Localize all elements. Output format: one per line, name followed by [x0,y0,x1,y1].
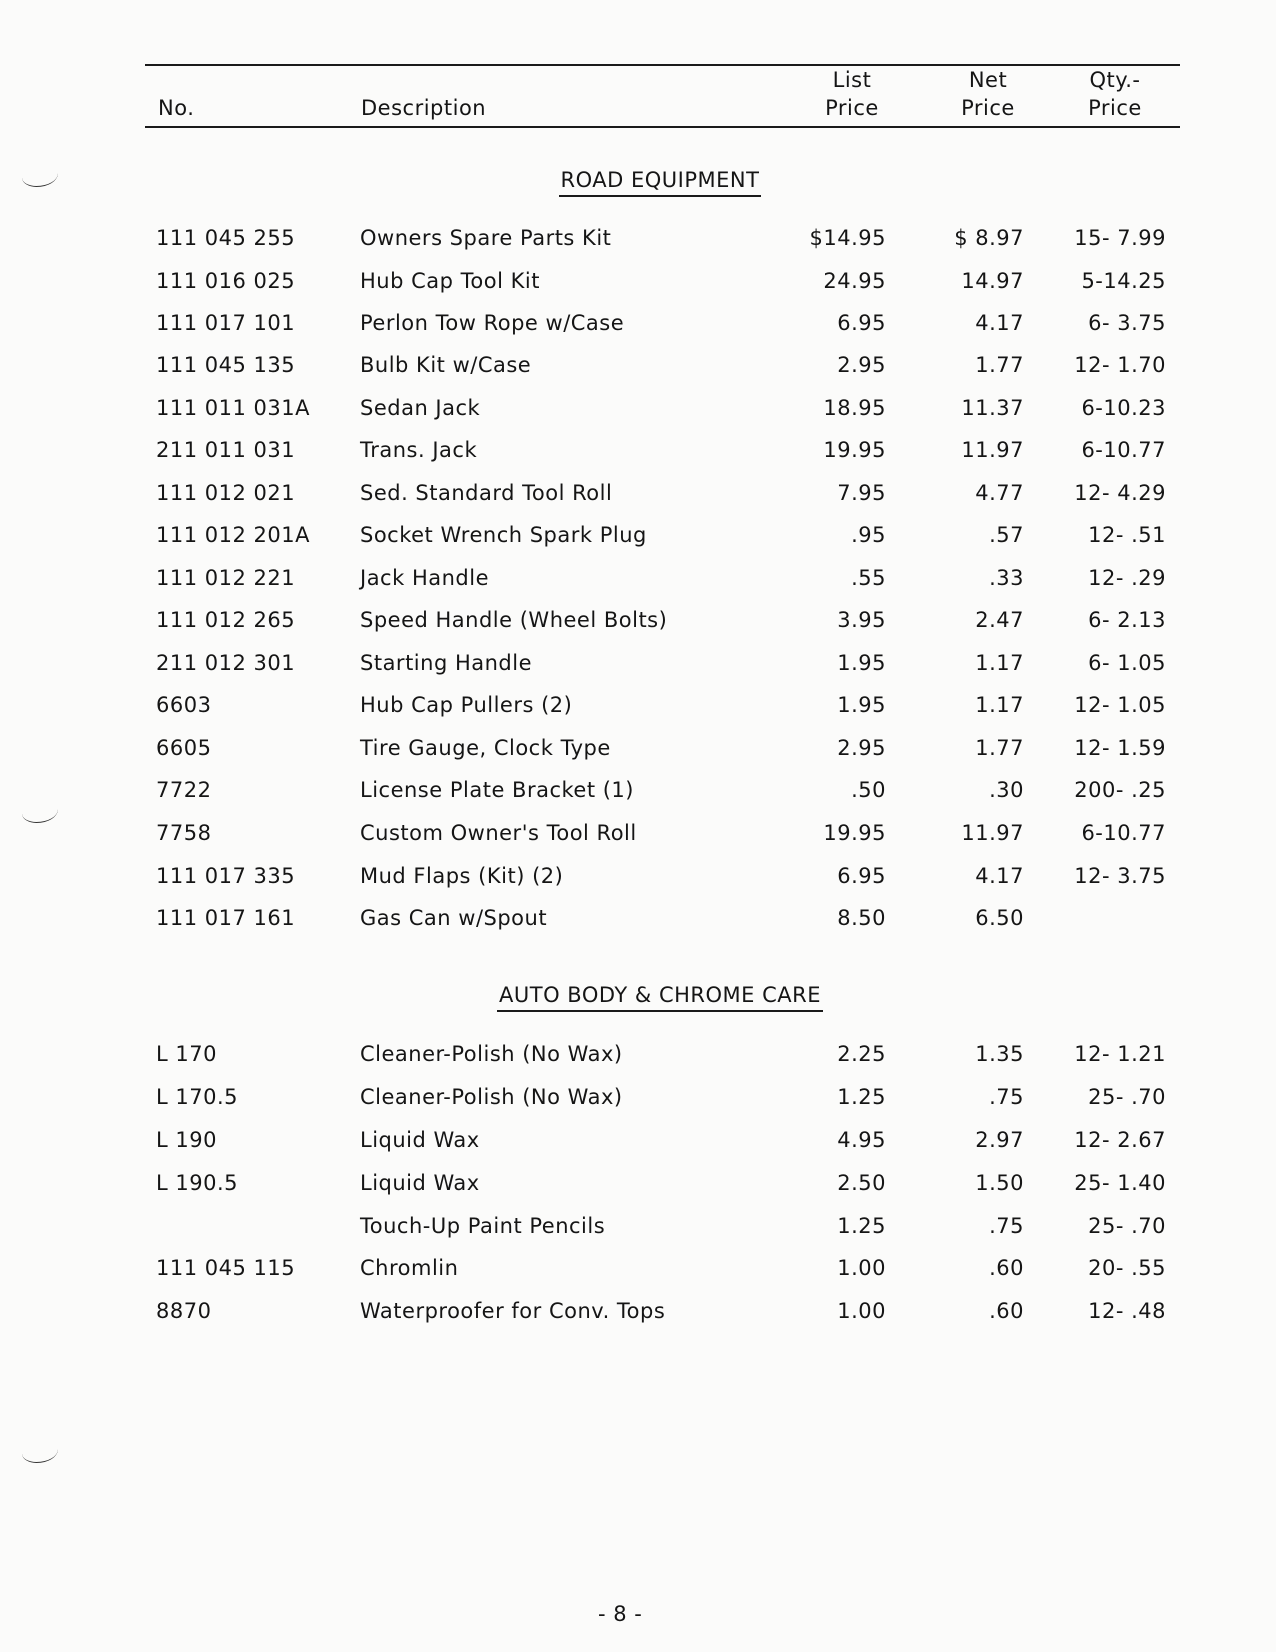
list-price: 3.95 [837,608,886,632]
qty-price: 6-10.77 [1081,438,1166,462]
qty-price: 12- 2.67 [1074,1128,1166,1152]
list-price: 7.95 [837,481,886,505]
net-price: $ 8.97 [954,226,1024,250]
part-number: L 170 [156,1042,217,1066]
punch-hole-mark [22,1440,58,1463]
list-price: 19.95 [823,821,886,845]
net-price: 4.17 [975,311,1024,335]
part-description: Liquid Wax [360,1171,480,1195]
header-no: No. [158,96,195,120]
part-number: 111 012 221 [156,566,296,590]
net-price: 1.17 [975,651,1024,675]
part-description: Tire Gauge, Clock Type [360,736,611,760]
punch-hole-mark [22,164,58,187]
part-description: Waterproofer for Conv. Tops [360,1299,666,1323]
part-description: Perlon Tow Rope w/Case [360,311,625,335]
qty-price: 12- .48 [1088,1299,1166,1323]
list-price: 1.25 [837,1214,886,1238]
part-description: Mud Flaps (Kit) (2) [360,864,564,888]
qty-price: 15- 7.99 [1074,226,1166,250]
header-rule [145,126,1180,128]
part-description: Chromlin [360,1256,459,1280]
qty-price: 12- 1.59 [1074,736,1166,760]
header-description: Description [361,96,487,120]
list-price: 24.95 [823,269,886,293]
net-price: 1.77 [975,736,1024,760]
part-number: 111 016 025 [156,269,296,293]
header-net-price [944,66,1032,122]
header-qty-price-line2: Price [1088,96,1142,120]
list-price: 2.95 [837,353,886,377]
qty-price: 12- 1.70 [1074,353,1166,377]
net-price: 6.50 [975,906,1024,930]
qty-price: 12- .51 [1088,523,1166,547]
list-price: 1.25 [837,1085,886,1109]
net-price: 11.37 [961,396,1024,420]
list-price: 2.95 [837,736,886,760]
part-description: License Plate Bracket (1) [360,778,634,802]
part-description: Sed. Standard Tool Roll [360,481,613,505]
net-price: 2.97 [975,1128,1024,1152]
qty-price: 20- .55 [1088,1256,1166,1280]
section-title-text: AUTO BODY & CHROME CARE [497,983,823,1012]
qty-price: 12- 4.29 [1074,481,1166,505]
net-price: .33 [989,566,1024,590]
qty-price: 12- .29 [1088,566,1166,590]
net-price: 4.77 [975,481,1024,505]
list-price: 4.95 [837,1128,886,1152]
net-price: 11.97 [961,438,1024,462]
part-description: Custom Owner's Tool Roll [360,821,637,845]
list-price: .55 [851,566,886,590]
part-number: 111 012 265 [156,608,296,632]
list-price: 2.25 [837,1042,886,1066]
list-price: 1.95 [837,693,886,717]
qty-price: 12- 3.75 [1074,864,1166,888]
part-description: Hub Cap Tool Kit [360,269,540,293]
net-price: 1.77 [975,353,1024,377]
part-description: Cleaner-Polish (No Wax) [360,1042,623,1066]
qty-price: 12- 1.05 [1074,693,1166,717]
qty-price: 6-10.77 [1081,821,1166,845]
part-description: Touch-Up Paint Pencils [360,1214,606,1238]
part-number: 111 012 021 [156,481,296,505]
list-price: $14.95 [809,226,886,250]
list-price: 2.50 [837,1171,886,1195]
part-number: 111 045 135 [156,353,296,377]
part-number: 111 017 335 [156,864,296,888]
part-description: Cleaner-Polish (No Wax) [360,1085,623,1109]
net-price: .75 [989,1214,1024,1238]
part-description: Liquid Wax [360,1128,480,1152]
part-number: L 170.5 [156,1085,238,1109]
qty-price: 200- .25 [1074,778,1166,802]
net-price: 1.50 [975,1171,1024,1195]
net-price: .30 [989,778,1024,802]
part-description: Gas Can w/Spout [360,906,548,930]
part-number: 111 011 031A [156,396,310,420]
page-number: - 8 - [598,1602,643,1626]
part-number: 7758 [156,821,212,845]
net-price: 2.47 [975,608,1024,632]
part-number: 111 012 201A [156,523,310,547]
list-price: .50 [851,778,886,802]
section-title-road-equipment [260,168,1060,192]
header-list-price-line1: List [832,68,872,92]
header-list-price [808,66,896,122]
qty-price: 25- .70 [1088,1085,1166,1109]
net-price: 11.97 [961,821,1024,845]
part-number: L 190 [156,1128,217,1152]
part-number: 6605 [156,736,212,760]
punch-hole-mark [22,800,58,823]
net-price: .60 [989,1256,1024,1280]
part-number: 8870 [156,1299,212,1323]
list-price: 1.00 [837,1299,886,1323]
section-title-text: ROAD EQUIPMENT [559,168,762,197]
net-price: .75 [989,1085,1024,1109]
part-description: Trans. Jack [360,438,478,462]
header-qty-price-line1: Qty.- [1089,68,1141,92]
part-number: 7722 [156,778,212,802]
part-description: Hub Cap Pullers (2) [360,693,573,717]
net-price: 4.17 [975,864,1024,888]
qty-price: 6- 3.75 [1088,311,1166,335]
section-title-auto-body-chrome-care [260,983,1060,1007]
part-description: Socket Wrench Spark Plug [360,523,647,547]
net-price: .57 [989,523,1024,547]
header-net-price-line2: Price [961,96,1015,120]
list-price: 6.95 [837,864,886,888]
list-price: 6.95 [837,311,886,335]
net-price: .60 [989,1299,1024,1323]
net-price: 1.17 [975,693,1024,717]
qty-price: 12- 1.21 [1074,1042,1166,1066]
part-description: Owners Spare Parts Kit [360,226,612,250]
part-description: Speed Handle (Wheel Bolts) [360,608,668,632]
qty-price: 25- .70 [1088,1214,1166,1238]
part-number: 111 045 115 [156,1256,296,1280]
qty-price: 6-10.23 [1081,396,1166,420]
part-number: 111 045 255 [156,226,296,250]
list-price: 18.95 [823,396,886,420]
qty-price: 25- 1.40 [1074,1171,1166,1195]
qty-price: 5-14.25 [1081,269,1166,293]
net-price: 14.97 [961,269,1024,293]
part-number: 211 012 301 [156,651,296,675]
list-price: .95 [851,523,886,547]
list-price: 1.95 [837,651,886,675]
part-number: 111 017 161 [156,906,296,930]
part-description: Bulb Kit w/Case [360,353,532,377]
header-net-price-line1: Net [968,68,1008,92]
part-description: Sedan Jack [360,396,481,420]
header-list-price-line2: Price [825,96,879,120]
list-price: 1.00 [837,1256,886,1280]
qty-price: 6- 2.13 [1088,608,1166,632]
qty-price: 6- 1.05 [1088,651,1166,675]
header-qty-price [1070,66,1160,122]
part-description: Jack Handle [360,566,489,590]
part-description: Starting Handle [360,651,533,675]
list-price: 19.95 [823,438,886,462]
part-number: 211 011 031 [156,438,296,462]
part-number: 6603 [156,693,212,717]
part-number: 111 017 101 [156,311,296,335]
list-price: 8.50 [837,906,886,930]
part-number: L 190.5 [156,1171,238,1195]
net-price: 1.35 [975,1042,1024,1066]
